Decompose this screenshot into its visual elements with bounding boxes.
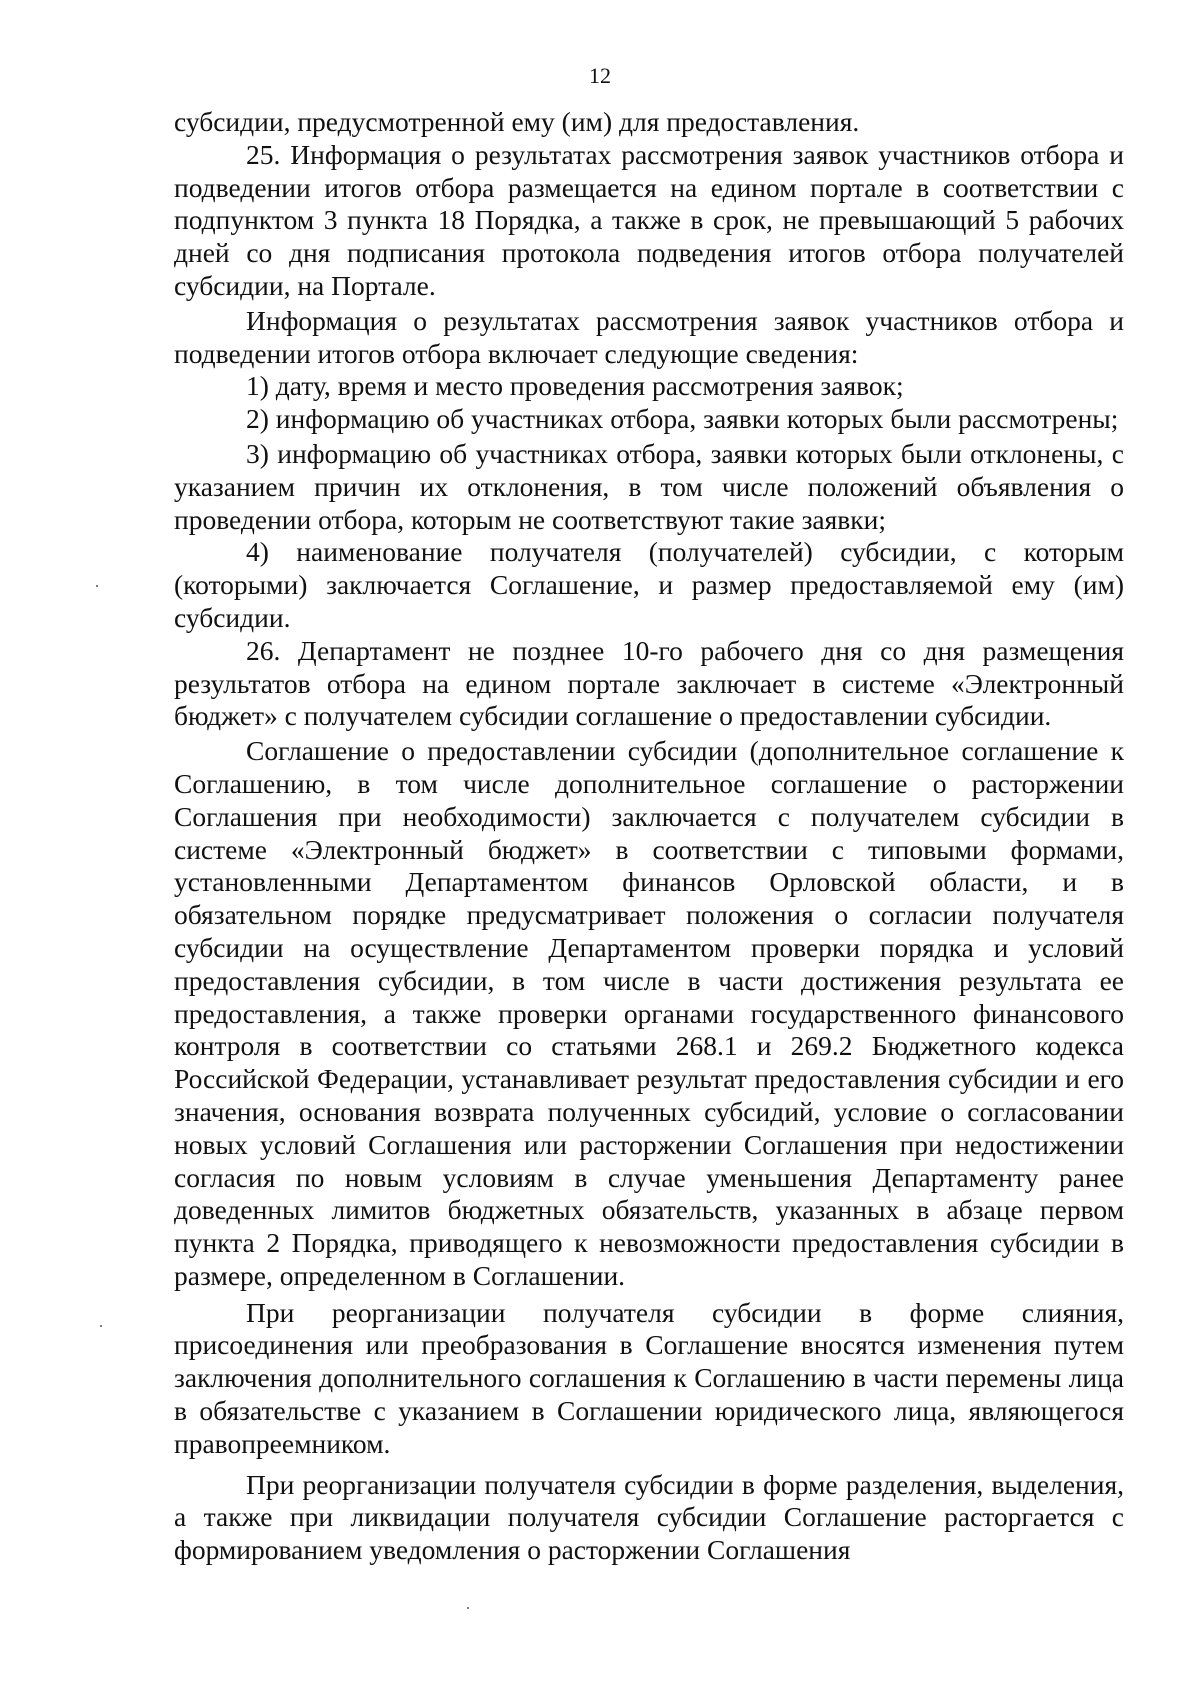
scan-speck: [100, 1325, 102, 1327]
paragraph-agreement: Соглашение о предоставлении субсидии (дополнительное соглашение к Соглашению, в том числе дополнительное соглашение о расторжении Соглашения при необходимости) заключается с получателем субсидии в системе «Электронный бюджет» в соответствии с типовыми формами, установленными Департаментом финансов Орловской области, и в обязательном порядке предусматривает положения о согласии получателя субсидии на осуществление Департаментом проверки порядка и условий предоставления субсидии, в том числе в части достижения результата ее предоставления, а также проверки органами государственного финансового контроля в соответствии со статьями 268.1 и 269.2 Бюджетного кодекса Российской Федерации, устанавливает результат предоставления субсидии и его значения, основания возврата полученных субсидий, условие о согласовании новых условий Соглашения или расторжении Соглашения при недостижении согласия по новым условиям в случае уменьшения Департаменту ранее доведенных лимитов бюджетных обязательств, указанных в абзаце первом пункта 2 Порядка, приводящего к невозможности предоставления субсидии в размере, определенном в Соглашении.: [174, 735, 1124, 1291]
paragraph-reorganization-division: При реорганизации получателя субсидии в форме разделения, выделения, а также при ликвидации получателя субсидии Соглашение расторгается с формированием уведомления о расторжении Соглашения: [174, 1468, 1124, 1566]
list-item-1: 1) дату, время и место проведения рассмотрения заявок;: [246, 370, 904, 402]
paragraph-item-26: 26. Департамент не позднее 10-го рабочего дня со дня размещения результатов отбора на едином портале заключает в системе «Электронный бюджет» с получателем субсидии соглашение о предоставлении субсидии.: [174, 634, 1124, 732]
page-number: 12: [589, 63, 611, 88]
paragraph-item-25: 25. Информация о результатах рассмотрения заявок участников отбора и подведении итогов отбора размещается на едином портале в соответствии с подпунктом 3 пункта 18 Порядка, а также в срок, не превышающий 5 рабочих дней со дня подписания протокола подведения итогов отбора получателей субсидии, на Портале.: [174, 138, 1124, 301]
paragraph-continuation: субсидии, предусмотренной ему (им) для предоставления.: [174, 106, 860, 137]
document-body: [174, 106, 1124, 1567]
paragraph-reorganization-merger: При реорганизации получателя субсидии в форме слияния, присоединения или преобразования в Соглашение вносятся изменения путем заключения дополнительного соглашения к Соглашению в части перемены лица в обязательстве с указанием в Соглашении юридического лица, являющегося правопреемником.: [174, 1296, 1124, 1459]
scan-speck: [96, 585, 98, 587]
list-item-3: 3) информацию об участниках отбора, заявки которых были отклонены, с указанием причин их отклонения, в том числе положений объявления о проведении отбора, которым не соответствуют такие заявки;: [174, 437, 1124, 535]
list-item-2: 2) информацию об участниках отбора, заявки которых были рассмотрены;: [246, 403, 1119, 435]
paragraph-results-info: Информация о результатах рассмотрения заявок участников отбора и подведении итогов отбора включает следующие сведения:: [174, 304, 1124, 369]
scan-speck: [467, 1607, 469, 1609]
list-item-4: 4) наименование получателя (получателей) субсидии, с которым (которыми) заключается Соглашение, и размер предоставляемой ему (им) субсидии.: [174, 536, 1124, 633]
